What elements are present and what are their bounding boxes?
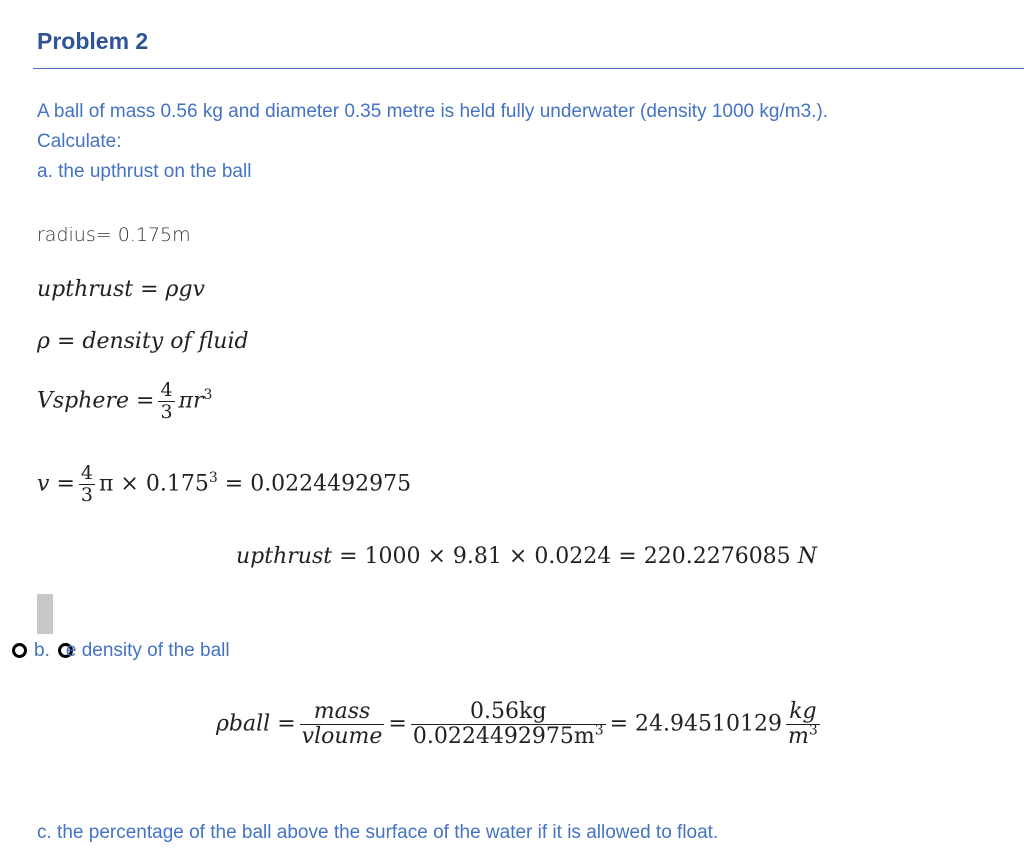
rho-definition-lhs: ρ	[37, 329, 50, 354]
text-cursor-bar	[37, 594, 53, 634]
density-fraction-1	[300, 700, 385, 749]
part-b-line	[34, 640, 230, 662]
problem-statement-line2: Calculate:	[37, 131, 122, 152]
density-unit-den: m	[788, 724, 809, 750]
upthrust-formula-rhs: = ρgv	[140, 277, 205, 302]
upthrust-calc-lhs: upthrust	[236, 544, 333, 569]
rho-definition	[37, 329, 249, 354]
vsphere-cube: 3	[203, 387, 213, 404]
upthrust-unit: N	[797, 544, 817, 569]
vsphere-formula	[37, 380, 212, 423]
density-unit-fraction	[786, 700, 820, 749]
density-f1-num: mass	[313, 699, 371, 724]
vsphere-frac-den: 3	[160, 400, 173, 423]
heading: Problem 2	[37, 28, 149, 54]
density-f2-den-wrap	[411, 724, 606, 749]
volume-calculation	[37, 463, 411, 506]
density-f2-den: 0.0224492975m	[412, 724, 595, 750]
selection-handle-left[interactable]	[12, 643, 27, 658]
part-c-label: c. the percentage of the ball above the surface of the water if it is allowed to float.	[37, 822, 719, 843]
density-unit-den-exp: 3	[808, 722, 818, 739]
volume-mid: π × 0.175	[98, 471, 209, 497]
part-b-label: e density of the ball	[65, 640, 230, 661]
density-eq1: =	[277, 711, 296, 737]
density-eq2: =	[388, 711, 407, 737]
density-unit-den-wrap	[786, 724, 820, 749]
part-b-prefix: b.	[34, 640, 50, 661]
volume-frac-den: 3	[80, 483, 93, 506]
vsphere-frac-num: 4	[160, 379, 173, 401]
problem-statement-line1: A ball of mass 0.56 kg and diameter 0.35 metre is held fully underwater (density 1000 kg/m3.).	[37, 101, 829, 122]
volume-cube: 3	[208, 470, 218, 487]
upthrust-formula-lhs: upthrust	[37, 277, 134, 302]
radius-line: radius= 0.175m	[37, 224, 191, 246]
vsphere-fraction	[158, 380, 174, 423]
density-lhs: ρball	[216, 711, 271, 737]
density-fraction-2	[411, 700, 606, 749]
volume-frac-num: 4	[80, 462, 93, 484]
vsphere-lhs: Vsphere	[37, 388, 129, 414]
density-f1-den: vloume	[301, 724, 383, 750]
part-a-label: a. the upthrust on the ball	[37, 161, 252, 182]
density-calculation	[216, 700, 824, 749]
volume-result: = 0.0224492975	[224, 471, 412, 497]
density-f2-den-exp: 3	[594, 722, 604, 739]
density-f2-num: 0.56kg	[470, 699, 547, 724]
volume-equals: =	[56, 471, 75, 497]
volume-fraction	[79, 463, 95, 506]
vsphere-pi-r: πr	[178, 388, 204, 414]
density-result: = 24.94510129	[609, 711, 782, 737]
volume-lhs: v	[37, 471, 50, 497]
upthrust-calculation	[236, 544, 817, 569]
vsphere-equals: =	[136, 388, 155, 414]
upthrust-calc-rhs: = 1000 × 9.81 × 0.0224 = 220.2276085	[339, 544, 791, 569]
heading-underline	[33, 68, 1024, 69]
density-unit-num: kg	[789, 699, 817, 724]
upthrust-formula	[37, 277, 205, 302]
rho-definition-rhs: = density of fluid	[56, 329, 249, 354]
